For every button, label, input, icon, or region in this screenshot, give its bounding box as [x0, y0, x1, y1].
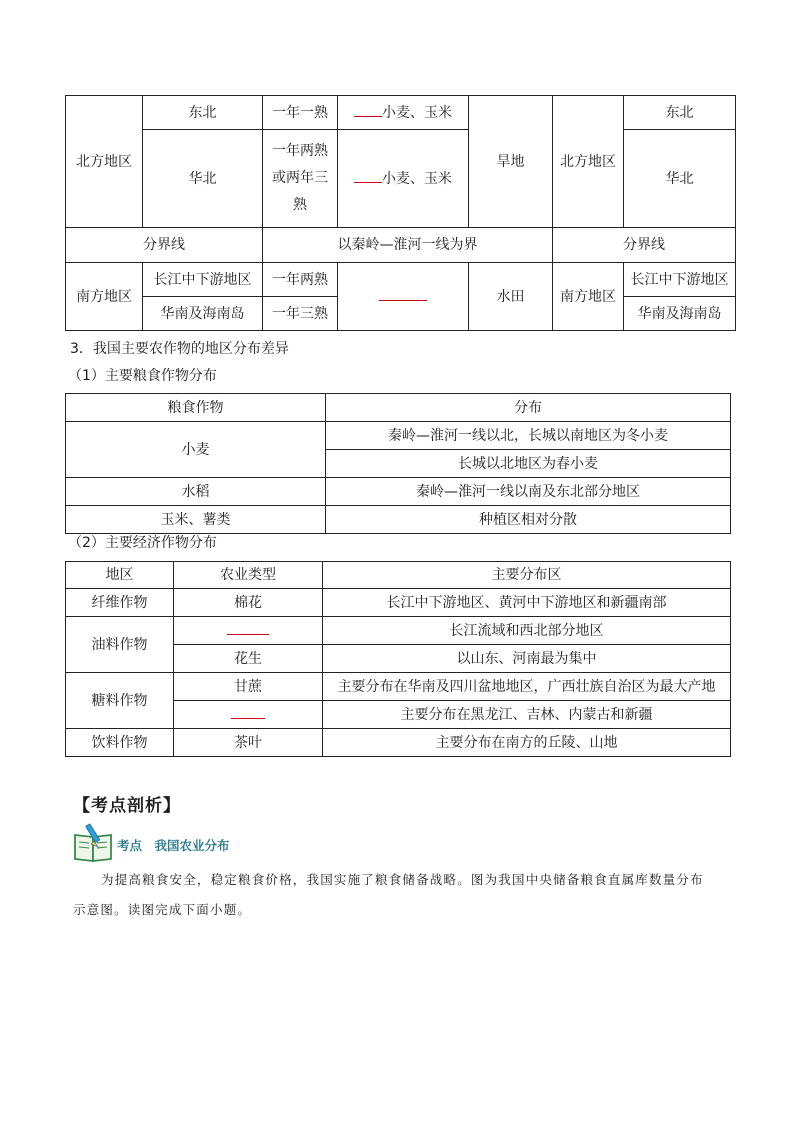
- dryland-cell: 旱地: [469, 96, 553, 228]
- drink-cell: 饮料作物: [66, 729, 174, 757]
- grain-crops-table: [65, 393, 731, 534]
- huabei-cell: 华北: [143, 130, 263, 228]
- beet-dist: 主要分布在黑龙江、吉林、内蒙古和新疆: [323, 701, 731, 729]
- huanan-cell: 华南及海南岛: [143, 297, 263, 331]
- col-header-area: 主要分布区: [323, 562, 731, 589]
- cotton-dist: 长江中下游地区、黄河中下游地区和新疆南部: [323, 589, 731, 617]
- cotton-cell: 棉花: [174, 589, 323, 617]
- fill-blank: [379, 286, 427, 301]
- two-or-three-cell: 一年两熟或两年三熟: [263, 130, 338, 228]
- fiber-cell: 纤维作物: [66, 589, 174, 617]
- peanut-cell: 花生: [174, 645, 323, 673]
- oil1-dist: 长江流域和西北部分地区: [323, 617, 731, 645]
- boundary-cell-right: 分界线: [553, 228, 736, 263]
- question-paragraph-line2: 示意图。读图完成下面小题。: [73, 902, 252, 917]
- north-region-cell-right: 北方地区: [553, 96, 624, 228]
- cane-dist: 主要分布在华南及四川盆地地区，广西壮族自治区为最大产地: [323, 673, 731, 701]
- cash-crops-table: [65, 561, 731, 757]
- cane-cell: 甘蔗: [174, 673, 323, 701]
- oil-blank-cell: [174, 617, 323, 645]
- corn-dist: 种植区相对分散: [326, 506, 731, 534]
- north-region-cell: 北方地区: [66, 96, 143, 228]
- paddy-cell: 水田: [469, 263, 553, 331]
- changjiang-cell: 长江中下游地区: [143, 263, 263, 297]
- south-crops-blank-cell: [338, 263, 469, 331]
- wheat-cell: 小麦: [66, 422, 326, 478]
- heading-3-2: （2）主要经济作物分布: [68, 535, 217, 551]
- corn-cell: 玉米、薯类: [66, 506, 326, 534]
- fill-blank: [354, 168, 382, 183]
- col-header-type: 农业类型: [174, 562, 323, 589]
- south-region-cell-right: 南方地区: [553, 263, 624, 331]
- fill-blank: [231, 704, 265, 719]
- peanut-dist: 以山东、河南最为集中: [323, 645, 731, 673]
- book-pencil-icon: [72, 823, 116, 863]
- crops-cell-2: 小麦、玉米: [338, 130, 469, 228]
- oil-cell: 油料作物: [66, 617, 174, 673]
- changjiang-cell-right: 长江中下游地区: [624, 263, 736, 297]
- crops-cell: 小麦、玉米: [338, 96, 469, 130]
- rice-cell: 水稻: [66, 478, 326, 506]
- heading-3: 3．我国主要农作物的地区分布差异: [70, 341, 289, 357]
- wheat-dist-2: 长城以北地区为春小麦: [326, 450, 731, 478]
- col-header-grain: 粮食作物: [66, 394, 326, 422]
- heading-3-1: （1）主要粮食作物分布: [68, 368, 217, 384]
- two-crop-cell: 一年两熟: [263, 263, 338, 297]
- huabei-cell-right: 华北: [624, 130, 736, 228]
- fill-blank: [354, 102, 382, 117]
- dongbei-cell-right: 东北: [624, 96, 736, 130]
- boundary-cell: 分界线: [66, 228, 263, 263]
- dongbei-cell: 东北: [143, 96, 263, 130]
- col-header-distribution: 分布: [326, 394, 731, 422]
- rice-dist: 秦岭—淮河一线以南及东北部分地区: [326, 478, 731, 506]
- farming-regions-table: [65, 95, 736, 331]
- question-paragraph-line1: 为提高粮食安全，稳定粮食价格，我国实施了粮食储备战略。图为我国中央储备粮食直属库数量分布: [101, 872, 704, 887]
- kaodian-title: 考点 我国农业分布: [117, 838, 230, 853]
- tea-cell: 茶叶: [174, 729, 323, 757]
- south-region-cell: 南方地区: [66, 263, 143, 331]
- wheat-dist-1: 秦岭—淮河一线以北，长城以南地区为冬小麦: [326, 422, 731, 450]
- tea-dist: 主要分布在南方的丘陵、山地: [323, 729, 731, 757]
- sugar-blank-cell: [174, 701, 323, 729]
- sugar-cell: 糖料作物: [66, 673, 174, 729]
- section-title: 【考点剖析】: [73, 796, 181, 816]
- boundary-desc-cell: 以秦岭—淮河一线为界: [263, 228, 553, 263]
- col-header-region: 地区: [66, 562, 174, 589]
- fill-blank: [227, 620, 269, 635]
- three-crop-cell: 一年三熟: [263, 297, 338, 331]
- one-crop-cell: 一年一熟: [263, 96, 338, 130]
- huanan-cell-right: 华南及海南岛: [624, 297, 736, 331]
